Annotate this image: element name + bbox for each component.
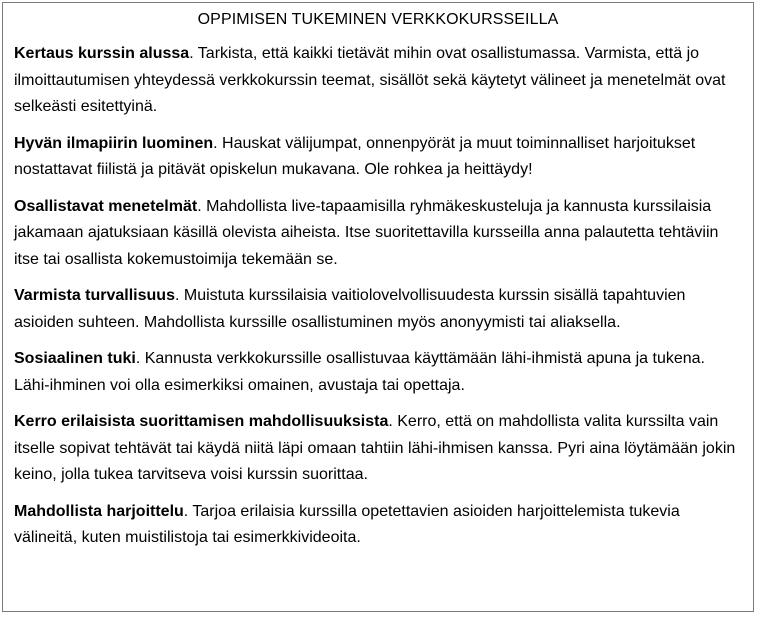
section-heading: Sosiaalinen tuki xyxy=(14,350,136,367)
section-heading: Mahdollista harjoittelu xyxy=(14,502,184,520)
section-ilmapiiri xyxy=(14,131,743,184)
section-heading: Varmista turvallisuus xyxy=(14,287,175,304)
section-text: . Muistuta kurssilaisia vaitiolovelvollisuudesta kurssin sisällä tapahtuvien asioiden suhteen. Mahdollista kurssille osallistuminen myös anonyymisti tai aliaksella. xyxy=(14,287,686,331)
section-kertaus xyxy=(14,41,743,121)
section-heading: Kerro erilaisista suorittamisen mahdollisuuksista xyxy=(14,413,389,430)
section-text: . Hauskat välijumpat, onnenpyörät ja muut toiminnalliset harjoitukset nostattavat fiilistä ja pitävät opiskelun mukavana. Ole rohkea ja heittäydy! xyxy=(14,134,696,178)
section-sosiaalinen-tuki xyxy=(14,346,743,399)
section-text: . Kannusta verkkokurssille osallistuvaa käyttämään lähi-ihmistä apuna ja tukena. Lähi-ihminen voi olla esimerkiksi omainen, avustaja tai opettaja. xyxy=(14,350,705,394)
section-text: . Kerro, että on mahdollista valita kurssilta vain itselle sopivat tehtävät tai käydä niitä läpi omaan tahtiin lähi-ihmisen kanssa. Pyri aina löytämään jokin keino, jolla tukea tarvitseva voisi kurssin suorittaa. xyxy=(14,413,736,483)
section-text: . Tarjoa erilaisia kurssilla opetettavien asioiden harjoittelemista tukevia välineitä, kuten muistilistoja tai esimerkkivideoita. xyxy=(14,502,680,546)
section-heading: Hyvän ilmapiirin luominen xyxy=(14,134,214,152)
document-title: OPPIMISEN TUKEMINEN VERKKOKURSSEILLA xyxy=(197,11,559,28)
section-turvallisuus xyxy=(14,283,743,336)
sections-list xyxy=(3,41,753,552)
section-menetelmat xyxy=(14,194,743,274)
section-harjoittelu xyxy=(14,499,743,552)
section-text: . Mahdollista live-tapaamisilla ryhmäkeskusteluja ja kannusta kurssilaisia jakamaan ajatuksiaan käsillä olevista aiheista. Itse suoritettavilla kursseilla anna palautetta tehtäviin itse tai osallista kokemustoimija tekemään se. xyxy=(14,197,719,268)
section-heading: Kertaus kurssin alussa xyxy=(14,45,190,62)
section-suorittaminen xyxy=(14,409,743,489)
section-text: . Tarkista, että kaikki tietävät mihin ovat osallistumassa. Varmista, että jo ilmoittautumisen yhteydessä verkkokurssin teemat, sisällöt sekä käytetyt välineet ja menetelmät ovat selkeästi esitettyinä. xyxy=(14,45,726,115)
document-frame xyxy=(2,2,754,612)
section-heading: Osallistavat menetelmät xyxy=(14,197,198,215)
